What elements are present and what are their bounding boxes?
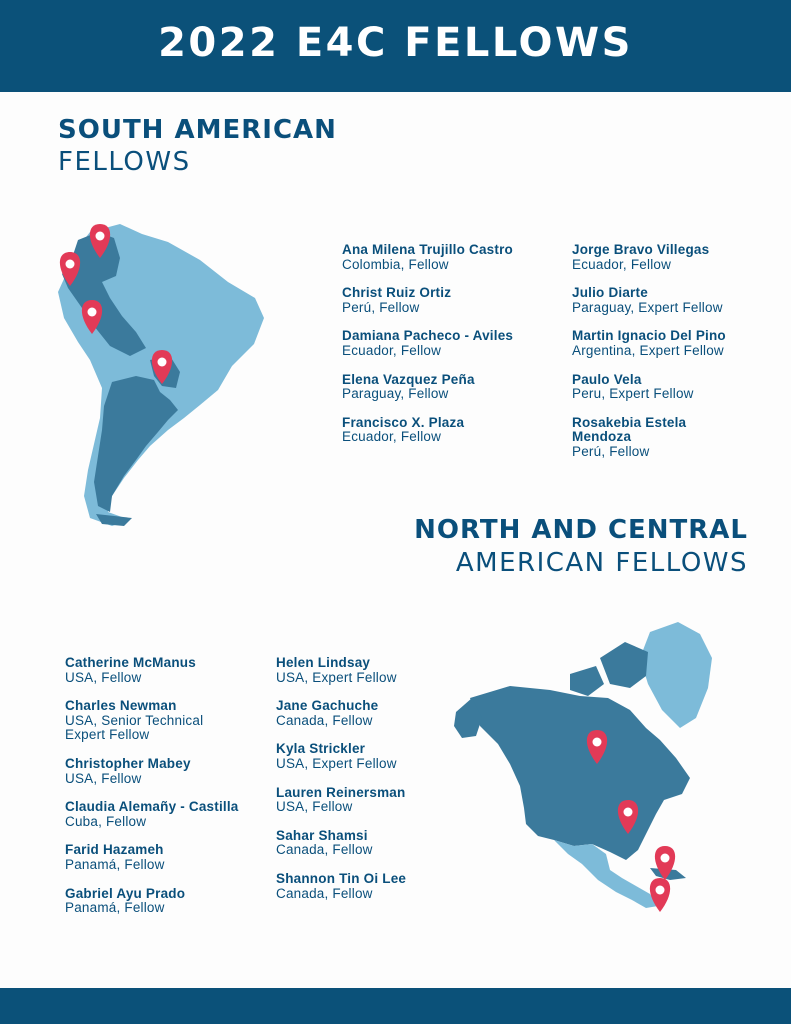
fellow-name: Charles Newman bbox=[65, 698, 177, 714]
fellow-entry bbox=[342, 329, 557, 358]
fellow-entry bbox=[572, 329, 752, 358]
north-column-2 bbox=[276, 656, 446, 915]
fellow-entry bbox=[342, 243, 557, 272]
fellow-name: Farid Hazameh bbox=[65, 842, 164, 858]
fellow-entry bbox=[65, 800, 280, 829]
north-heading-bold: NORTH AND CENTRAL bbox=[414, 515, 748, 545]
fellow-name: Kyla Strickler bbox=[276, 741, 366, 757]
fellow-entry bbox=[276, 656, 446, 685]
south-column-2 bbox=[572, 243, 752, 474]
fellow-name: Christ Ruiz Ortiz bbox=[342, 285, 452, 301]
map-pin-dot bbox=[66, 260, 75, 269]
fellow-name: Shannon Tin Oi Lee bbox=[276, 870, 407, 886]
page-title: 2022 E4C FELLOWS bbox=[158, 20, 633, 66]
footer-bar bbox=[0, 988, 791, 1024]
fellow-entry bbox=[276, 872, 446, 901]
fellow-name: Jorge Bravo Villegas bbox=[572, 242, 710, 257]
fellow-name: Catherine McManus bbox=[65, 655, 196, 670]
fellow-name: Julio Diarte bbox=[572, 285, 648, 301]
map-pin-icon bbox=[650, 878, 670, 912]
fellow-name: Helen Lindsay bbox=[276, 655, 371, 670]
fellow-role: Perú, Fellow bbox=[342, 299, 420, 315]
north-america-map bbox=[450, 618, 750, 918]
map-pin-dot bbox=[96, 232, 105, 241]
fellow-name: Elena Vazquez Peña bbox=[342, 371, 475, 387]
fellow-role: Perú, Fellow bbox=[572, 443, 650, 459]
fellow-entry bbox=[65, 656, 280, 685]
map-pin-dot bbox=[88, 308, 97, 317]
fellow-name: Lauren Reinersman bbox=[276, 784, 406, 800]
fellow-name: Paulo Vela bbox=[572, 371, 642, 387]
fellow-role: USA, Fellow bbox=[276, 799, 353, 815]
fellow-entry bbox=[276, 786, 446, 815]
fellow-entry bbox=[342, 416, 557, 445]
north-column-1 bbox=[65, 656, 280, 930]
arctic-islands bbox=[570, 642, 648, 696]
fellow-entry bbox=[572, 416, 702, 460]
fellow-role: USA, Expert Fellow bbox=[276, 669, 397, 685]
greenland-region bbox=[640, 622, 712, 728]
fellow-role: Ecuador, Fellow bbox=[342, 342, 442, 358]
header-banner bbox=[0, 0, 791, 92]
fellow-role: Canada, Fellow bbox=[276, 885, 373, 901]
fellow-name: Claudia Alemañy - Castilla bbox=[65, 799, 239, 815]
fellow-role: Panamá, Fellow bbox=[65, 856, 165, 872]
fellow-role: Colombia, Fellow bbox=[342, 256, 449, 272]
fellow-name: Martin Ignacio Del Pino bbox=[572, 328, 726, 344]
map-pin-dot bbox=[158, 358, 167, 367]
south-america-map bbox=[50, 220, 270, 530]
fellow-name: Sahar Shamsi bbox=[276, 827, 368, 843]
south-heading-bold: SOUTH AMERICAN bbox=[58, 115, 337, 145]
fellow-entry bbox=[65, 887, 280, 916]
fellow-entry bbox=[342, 373, 557, 402]
fellow-entry bbox=[572, 373, 752, 402]
fellow-name: Christopher Mabey bbox=[65, 755, 191, 771]
fellow-role: USA, Fellow bbox=[65, 770, 142, 786]
fellow-role: Paraguay, Expert Fellow bbox=[572, 299, 723, 315]
map-pin-dot bbox=[593, 738, 602, 747]
fellow-role: USA, Fellow bbox=[65, 669, 142, 685]
fellow-name: Ana Milena Trujillo Castro bbox=[342, 242, 513, 257]
fellow-role: Panamá, Fellow bbox=[65, 900, 165, 916]
fellow-entry bbox=[65, 699, 230, 743]
fellow-role: Peru, Expert Fellow bbox=[572, 386, 694, 402]
fellow-role: Paraguay, Fellow bbox=[342, 386, 449, 402]
fellow-entry bbox=[342, 286, 557, 315]
fellow-role: Ecuador, Fellow bbox=[572, 256, 672, 272]
fellow-role: Canada, Fellow bbox=[276, 712, 373, 728]
fellow-name: Francisco X. Plaza bbox=[342, 414, 465, 430]
fellow-role: Cuba, Fellow bbox=[65, 813, 147, 829]
south-column-1 bbox=[342, 243, 557, 459]
fellow-entry bbox=[276, 829, 446, 858]
map-pin-dot bbox=[656, 886, 665, 895]
fellow-entry bbox=[572, 286, 752, 315]
south-heading-light: FELLOWS bbox=[58, 147, 191, 177]
fellow-role: Ecuador, Fellow bbox=[342, 429, 442, 445]
fellow-role: USA, Senior Technical Expert Fellow bbox=[65, 712, 204, 743]
fellow-entry bbox=[65, 757, 280, 786]
map-pin-dot bbox=[661, 854, 670, 863]
fellow-role: Canada, Fellow bbox=[276, 842, 373, 858]
fellow-role: USA, Expert Fellow bbox=[276, 755, 397, 771]
fellow-name: Jane Gachuche bbox=[276, 698, 379, 714]
fellow-name: Damiana Pacheco - Aviles bbox=[342, 328, 514, 344]
fellow-role: Argentina, Expert Fellow bbox=[572, 342, 724, 358]
fellow-name: Gabriel Ayu Prado bbox=[65, 885, 186, 901]
north-heading-light: AMERICAN FELLOWS bbox=[455, 548, 748, 578]
map-pin-dot bbox=[624, 808, 633, 817]
canada-usa-region bbox=[470, 686, 690, 860]
fellow-entry bbox=[276, 742, 446, 771]
fellow-name: Rosakebia Estela Mendoza bbox=[572, 414, 687, 445]
fellow-entry bbox=[572, 243, 752, 272]
fellow-entry bbox=[65, 843, 280, 872]
fellow-entry bbox=[276, 699, 446, 728]
